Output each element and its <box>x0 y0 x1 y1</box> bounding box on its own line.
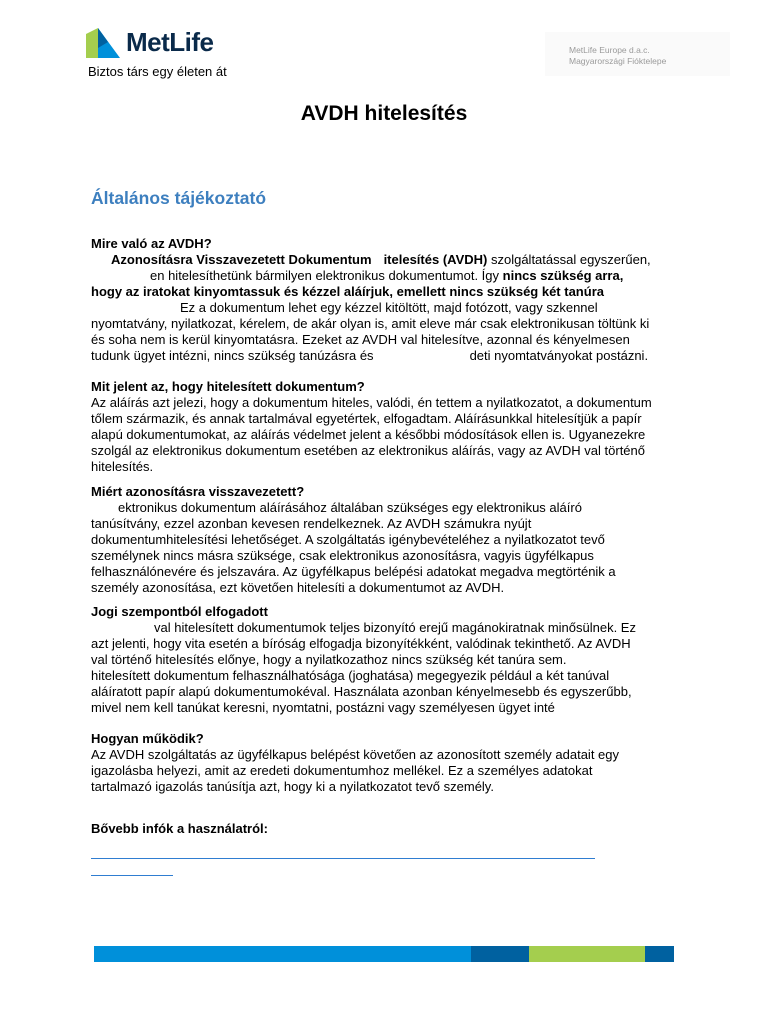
tagline: Biztos társ egy életen át <box>88 64 227 79</box>
section-heading: Jogi szempontból elfogadott <box>91 604 268 619</box>
text-line: és soha nem is kerül kinyomtatásra. Ezeket az AVDH val hitelesítve, azonnal és kényelmesen <box>91 332 630 347</box>
text-line: nyomtatvány, nyilatkozat, kérelem, de akár olyan is, amit eleve már csak elektronikusan töltünk ki <box>91 316 650 331</box>
text-line: ektronikus dokumentum aláírásához általában szükséges egy elektronikus aláíró <box>118 500 582 515</box>
entity-line-1: MetLife Europe d.a.c. <box>569 45 650 55</box>
section-why <box>91 484 691 596</box>
text-run: en hitelesíthetünk bármilyen elektronikus dokumentumot. Így <box>150 268 503 283</box>
footer-segment-dark-blue <box>471 946 529 962</box>
section-title: Általános tájékoztató <box>91 188 267 208</box>
text-run: nincs szükség arra, <box>502 268 624 283</box>
document-title: AVDH hitelesítés <box>300 102 468 125</box>
text-line: mivel nem kell tanúkat keresni, nyomtatni, postázni vagy személyesen ügyet inté <box>91 700 555 715</box>
link-underline-continued[interactable] <box>91 875 173 876</box>
footer-segment-blue <box>94 946 471 962</box>
text-line: tanúsítvány, ezzel azonban kevesen rendelkeznek. Az AVDH számukra nyújt <box>91 516 532 531</box>
brand-name: MetLife <box>126 27 214 57</box>
text-line: azt jelenti, hogy vita esetén a bíróság elfogadja bizonyítékként, valódinak tekinthető. Az AVDH <box>91 636 631 651</box>
text-line: személynek nincs másra szüksége, csak elektronikus azonosításra, vagyis ügyfélkapus <box>91 548 594 563</box>
text-line: tartalmazó igazolás tanúsítja azt, hogy ki a nyilatkozatot tevő személy. <box>91 779 494 794</box>
entity-line-2: Magyarországi Fióktelepe <box>569 56 667 66</box>
text-line: Ez a dokumentum lehet egy kézzel kitöltött, majd fotózott, vagy szkennel <box>180 300 598 315</box>
text-run: szolgáltatással egyszerűen, <box>487 252 651 267</box>
section-legal <box>91 604 691 716</box>
text-line: hitelesítés. <box>91 459 154 474</box>
link-underline[interactable] <box>91 858 595 859</box>
text-line: alapú dokumentumokat, az aláírás védelmet jelent a későbbi módosítások ellen is. Ugyanezekre <box>91 427 646 442</box>
section-what-for <box>91 236 691 364</box>
section-heading: Miért azonosításra visszavezetett? <box>91 484 305 499</box>
text-line: tőlem származik, és annak tartalmával egyetértek, elfogadtam. Aláírásunkkal hitelesítjük a papír <box>91 411 642 426</box>
text-run: Azonosításra Visszavezetett Dokumentum <box>111 252 372 267</box>
entity-label <box>545 32 730 76</box>
section-heading: Bővebb infók a használatról: <box>91 821 268 836</box>
text-line: Az aláírás azt jelezi, hogy a dokumentum hiteles, valódi, én tettem a nyilatkozatot, a dokumentum <box>91 395 652 410</box>
text-line: val hitelesített dokumentumok teljes bizonyító erejű magánokiratnak minősülnek. Ez <box>154 620 636 635</box>
text-line: dokumentumhitelesítési lehetőséget. A szolgáltatás igénybevételéhez a nyilatkozatot tevő <box>91 532 605 547</box>
section-how <box>91 731 691 795</box>
text-line: hogy az iratokat kinyomtassuk és kézzel aláírjuk, emellett nincs szükség két tanúra <box>91 284 604 299</box>
section-meaning <box>91 379 691 475</box>
section-heading: Hogyan működik? <box>91 731 204 746</box>
text-run: tudunk ügyet intézni, nincs szükség tanúzásra és <box>91 348 374 363</box>
section-heading: Mit jelent az, hogy hitelesített dokumentum? <box>91 379 365 394</box>
text-line: val történő hitelesítés előnye, hogy a nyilatkozathoz nincs szükség két tanúra sem. <box>91 652 567 667</box>
text-run: itelesítés (AVDH) <box>383 252 488 267</box>
text-run: deti nyomtatványokat postázni. <box>469 348 649 363</box>
text-line: aláíratott papír alapú dokumentumokéval. Használata azonban kényelmesebb és egyszerűbb, <box>91 684 632 699</box>
footer-segment-dark-blue-end <box>645 946 674 962</box>
section-heading: Mire való az AVDH? <box>91 236 212 251</box>
text-line: igazolásba helyezi, amit az eredeti dokumentumhoz mellékel. Ez a személyes adatokat <box>91 763 593 778</box>
footer-color-bar <box>94 946 674 962</box>
text-line: személy azonosítása, ezt követően hitelesíti a dokumentumot az AVDH. <box>91 580 505 595</box>
metlife-logo-icon <box>86 28 120 58</box>
text-line: felhasználónevére és jelszavára. Az ügyfélkapus belépési adatokat megadva megtörténik a <box>91 564 616 579</box>
text-line: hitelesített dokumentum felhasználhatósága (joghatása) megegyezik például a két tanúval <box>91 668 610 683</box>
footer-segment-green <box>529 946 645 962</box>
text-line: szolgál az elektronikus dokumentum esetében az elektronikus aláírás, vagy az AVDH val történő <box>91 443 645 458</box>
section-more-info <box>91 821 691 837</box>
text-line: Az AVDH szolgáltatás az ügyfélkapus belépést követően az azonosított személy adatait egy <box>91 747 620 762</box>
